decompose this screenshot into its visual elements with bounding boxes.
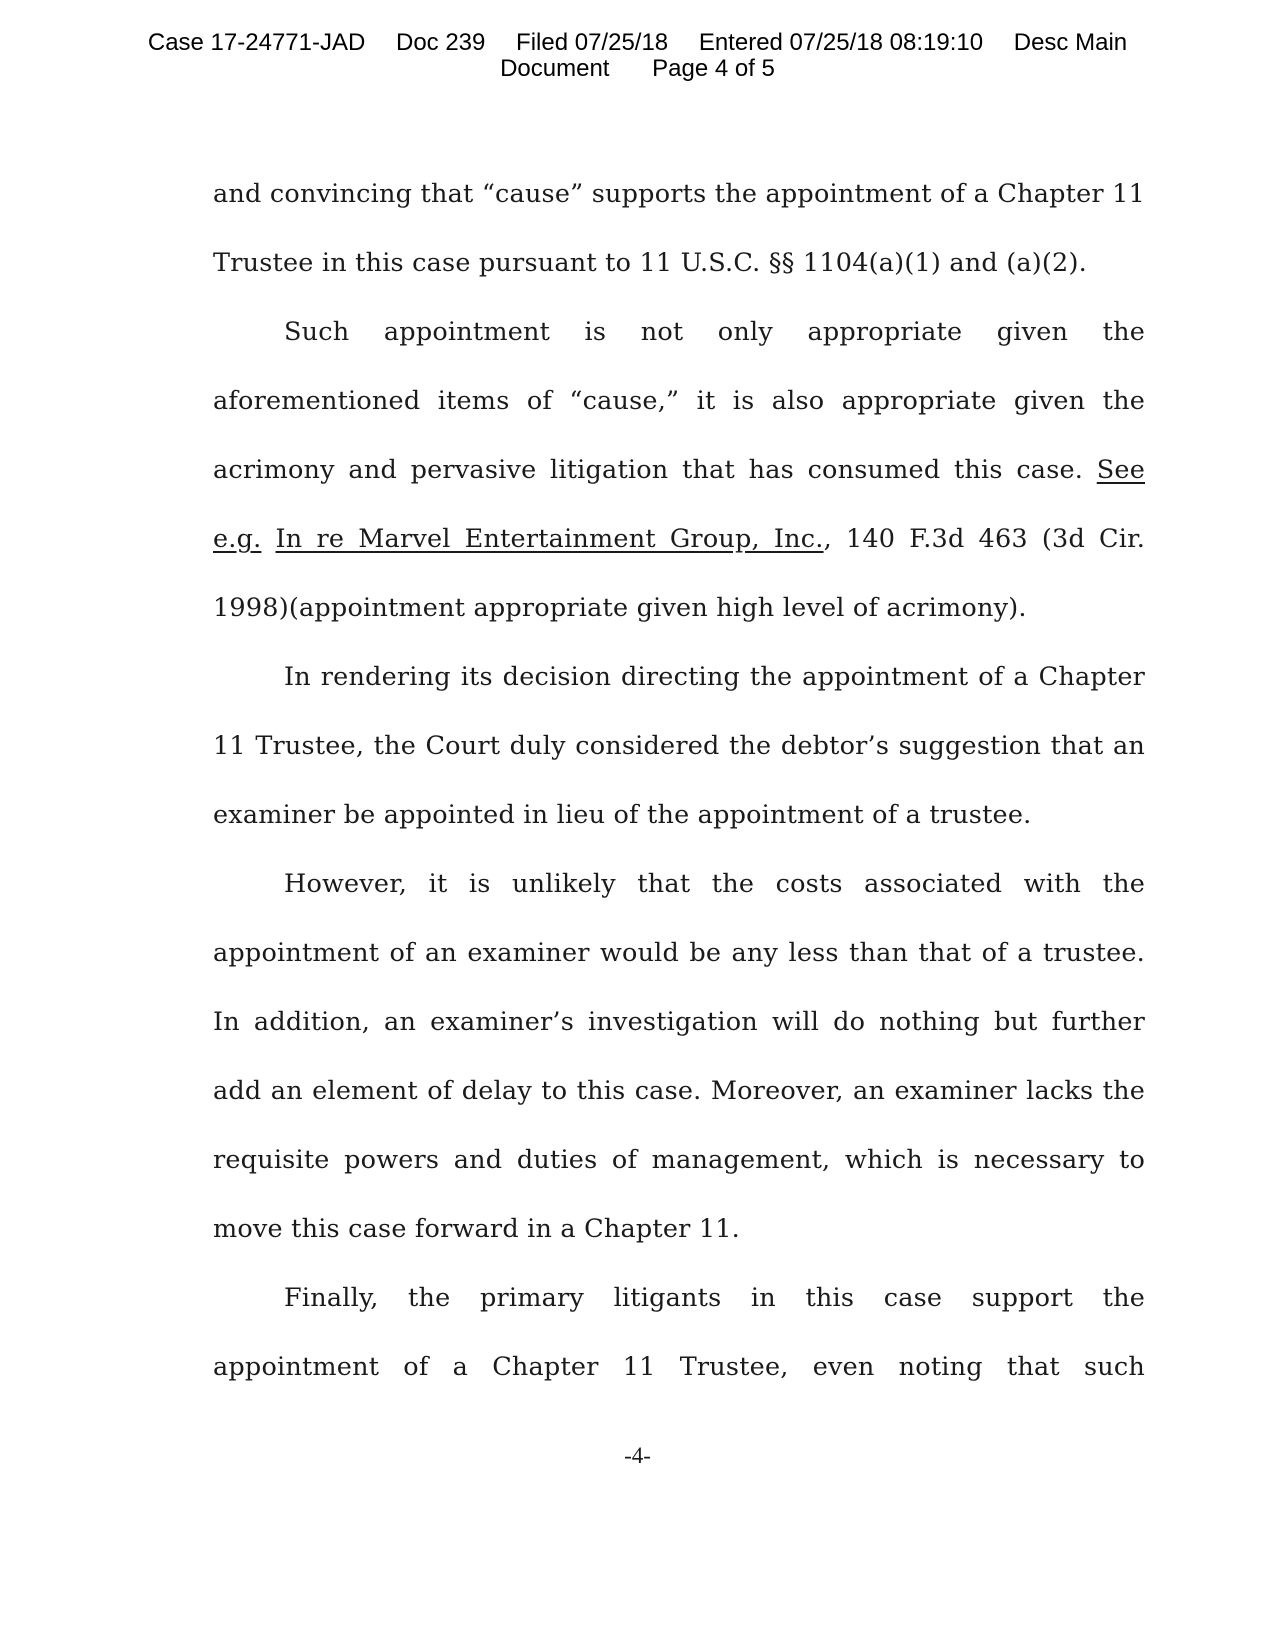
document-header — [0, 30, 1275, 82]
doc-number: Doc 239 — [395, 29, 486, 56]
paragraph-5: Finally, the primary litigants in this case support the appointment of a Chapter 11 Trustee, even noting that such — [213, 1283, 1145, 1382]
entered-date: Entered 07/25/18 08:19:10 — [698, 29, 984, 56]
case-number: Case 17-24771-JAD — [147, 29, 366, 56]
paragraph-2-text-b: , 140 F.3d 463 (3d Cir. 1998)(appointment appropriate given high level of acrimony). — [213, 524, 1146, 623]
document-label: Document — [500, 55, 610, 82]
paragraph-2 — [213, 298, 1145, 643]
paragraph-3: In rendering its decision directing the appointment of a Chapter 11 Trustee, the Court duly considered the debtor’s suggestion that an examiner be appointed in lieu of the appointment of a trustee. — [213, 662, 1145, 830]
header-line-1 — [0, 30, 1275, 56]
page-indicator: Page 4 of 5 — [652, 55, 775, 82]
document-body — [213, 160, 1145, 1402]
paragraph-1: and convincing that “cause” supports the appointment of a Chapter 11 Trustee in this case pursuant to 11 U.S.C. §§ 1104(a)(1) and (a)(2). — [213, 179, 1145, 278]
paragraph-2-text-a: Such appointment is not only appropriate given the aforementioned items of “cause,” it is also appropriate given the acrimony and pervasive litigation that has consumed this case. — [213, 317, 1145, 485]
header-line-2 — [0, 56, 1275, 82]
page-number: -4- — [624, 1443, 651, 1468]
case-citation: In re Marvel Entertainment Group, Inc. — [275, 524, 824, 554]
filed-date: Filed 07/25/18 — [516, 29, 669, 56]
paragraph-4: However, it is unlikely that the costs associated with the appointment of an examiner would be any less than that of a trustee. In addition, an examiner’s investigation will do nothing but further add an element of delay to this case. Moreover, an examiner lacks the requisite powers and duties of management, which is necessary to move this case forward in a Chapter 11. — [213, 869, 1145, 1244]
description: Desc Main — [1013, 29, 1128, 56]
citation-signal: See e.g. — [213, 455, 1145, 554]
